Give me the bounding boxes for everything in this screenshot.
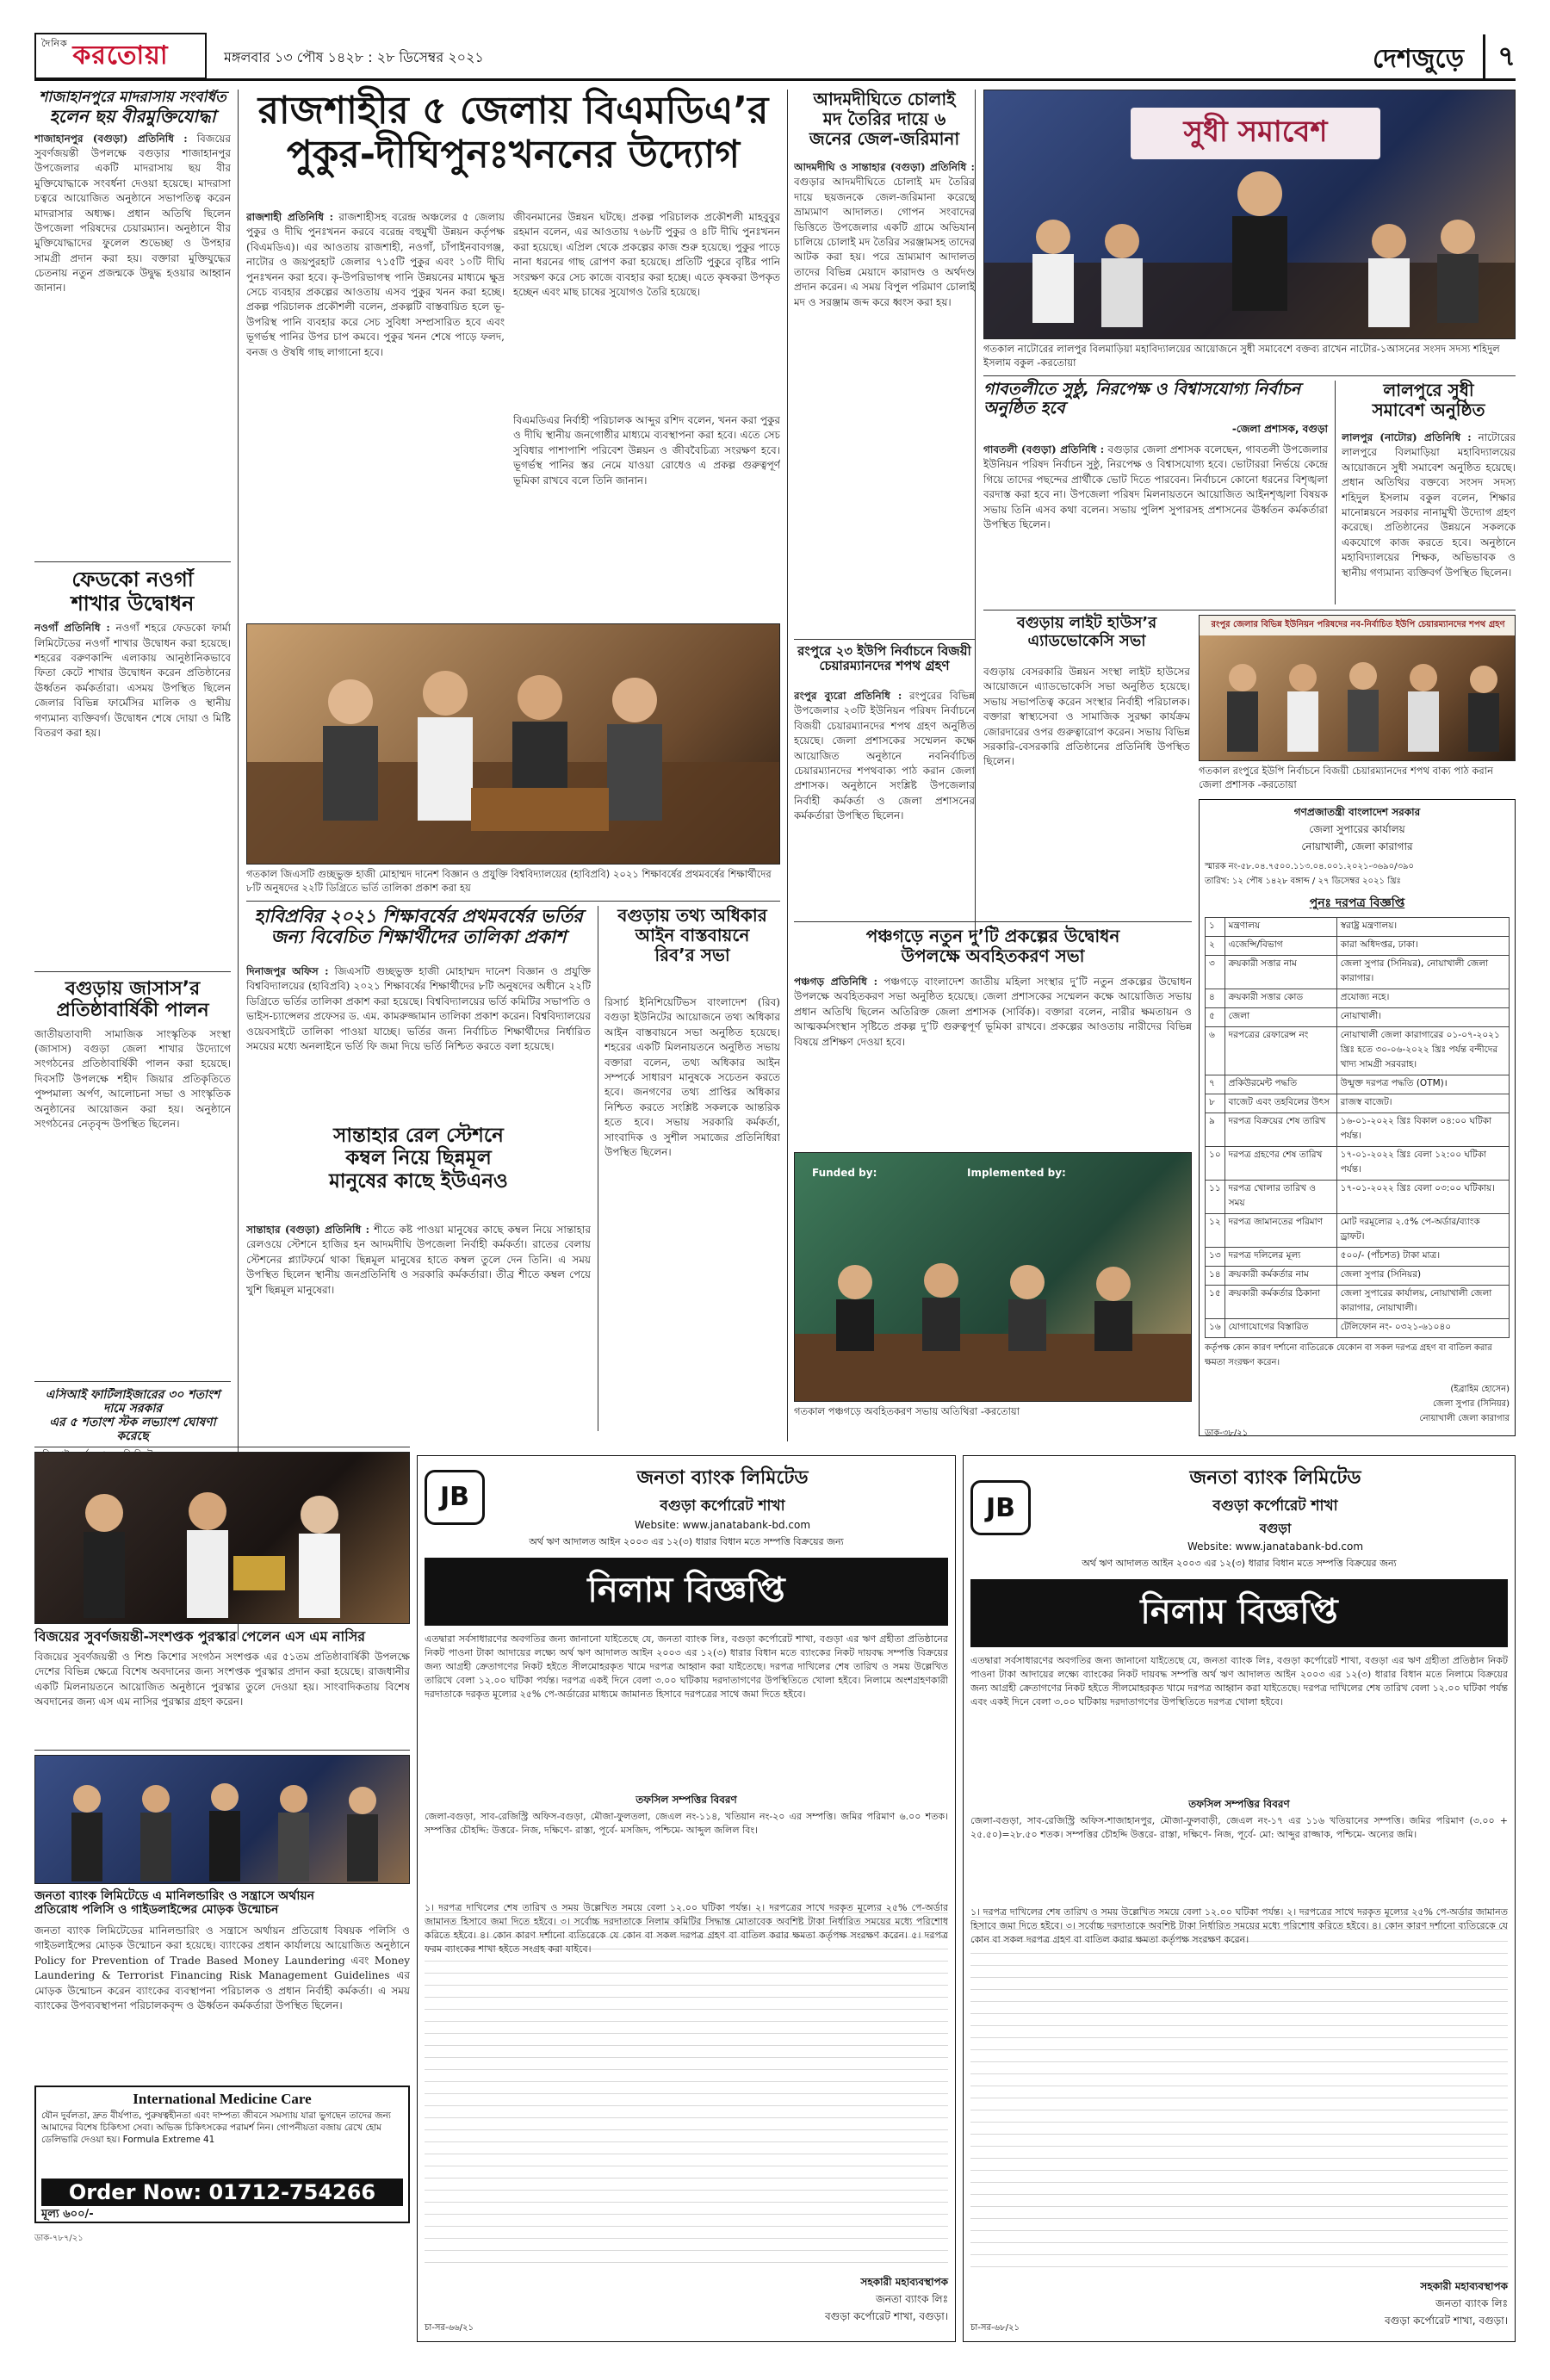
- bank-name: জনতা ব্যাংক লিমিটেড: [1189, 1467, 1361, 1489]
- divider: [34, 971, 231, 972]
- article-dateline: রংপুর ব্যুরো প্রতিনিধি :: [794, 690, 902, 702]
- headline: [794, 644, 975, 674]
- headline-line-1: রংপুরে ২৩ ইউপি নির্বাচনে বিজয়ী: [797, 643, 971, 659]
- article-dateline: লালপুর (নাটোর) প্রতিনিধি :: [1342, 431, 1472, 443]
- headline-line-1: বগুড়ায় লাইট হাউস’র: [1016, 614, 1157, 632]
- notice-title: নিলাম বিজ্ঞপ্তি: [970, 1579, 1508, 1647]
- tender-row-value: প্রযোজ্য নহে।: [1336, 989, 1509, 1008]
- headline-text: গাবতলীতে সুষ্ঠু, নিরপেক্ষ ও বিশ্বাসযোগ্য নির্বাচন অনুষ্ঠিত হবে: [983, 380, 1301, 418]
- headline-line-2: এ্যাডভোকেসি সভা: [1027, 631, 1146, 650]
- headline-line-2: সমাবেশ অনুষ্ঠিত: [1372, 400, 1485, 420]
- tender-row-label: দরপত্র বিক্রয়ের শেষ তারিখ: [1224, 1113, 1336, 1147]
- schedule-title: তফসিল সম্পত্তির বিবরণ: [636, 1794, 737, 1806]
- tender-row-label: প্রকিউরমেন্ট পদ্ধতি: [1224, 1075, 1336, 1094]
- tender-row: [1206, 1181, 1510, 1214]
- tender-row-value: ১৭-০১-২০২২ খ্রিঃ বেলা ০৩:০০ ঘটিকায়।: [1336, 1181, 1509, 1214]
- tender-note: কর্তৃপক্ষ কোন কারণ দর্শানো ব্যতিরেকে যেকোন বা সকল দরপত্র গ্রহণ বা বাতিল করার ক্ষমতা সংরক্ষণ করেন।: [1205, 1343, 1492, 1367]
- tender-row-number: ২: [1206, 937, 1225, 956]
- tender-row-value: রাজস্ব বাজেট।: [1336, 1094, 1509, 1113]
- aml-people-icon: [35, 1756, 410, 1884]
- tender-row: [1206, 956, 1510, 989]
- rangpur-photo-caption: গতকাল রংপুরে ইউপি নির্বাচনে বিজয়ী চেয়ারম্যানদের শপথ বাক্য পাঠ করান জেলা প্রশাসক -করতোয়া: [1199, 765, 1493, 790]
- article-text: রাজশাহীসহ বরেন্দ্র অঞ্চলের ৫ জেলায় পুকুর ও দীঘি পুনঃখনন করবে বরেন্দ্র বহুমুখী উন্নয়ন কর্তৃপক্ষ (বিএমডিএ)। এর আওতায় রাজশাহী, নওগাঁ, চাঁপাইনবাবগঞ্জ, নাটোর ও জয়পুরহাট জেলার ৭১৫টি পুকুর এবং ১০টি দীঘি পুনঃখনন করা হবে। কৃ-উপরিভাগস্থ পানি উন্নয়নের মাধ্যমে ক্ষুদ্র সেচে ব্যবহার প্রকল্পের আওতায় এসব পুকুর খনন করা হচ্ছে। প্রকল্প পরিচালক প্রকৌশলী বলেন, প্রকল্পটি বাস্তবায়িত হলে ভূ-উপরিস্থ পানি ব্যবহার করে সেচ সুবিধা সম্প্রসারিত হবে এবং ভূগর্ভস্থ পানির উপর চাপ কমবে। পুকুর খনন শেষে পাড়ে ফলদ, বনজ ও ঔষধি গাছ লাগানো হবে।: [246, 211, 505, 358]
- headline-line-2: কম্বল নিয়ে ছিন্নমূল: [345, 1147, 492, 1170]
- tender-row: [1206, 937, 1510, 956]
- rangpur-body: [794, 689, 975, 904]
- bank-header-text: [1043, 1463, 1508, 1553]
- divider: [794, 921, 1192, 922]
- headline-line-1: বগুড়ায় জাসাস’র: [65, 978, 201, 1000]
- column-rule: [787, 90, 788, 1441]
- article-dateline: সান্তাহার (বগুড়া) প্রতিনিধি :: [246, 1224, 370, 1236]
- logo-text: করতোয়া: [72, 40, 169, 71]
- lead-body-col-3: [513, 413, 780, 615]
- headline: [794, 90, 975, 149]
- tender-row-value: মোট দরমূল্যের ২.৫% পে-অর্ডার/ব্যাংক ড্রাফট।: [1336, 1214, 1509, 1248]
- panchagarh-body: [794, 975, 1192, 1147]
- terms-body: ১। দরপত্র দাখিলের শেষ তারিখ ও সময় উল্লেখিত সময়ে বেলা ১২.০০ ঘটিকা পর্যন্ত। ২। দরপত্রের সাথে দরকৃত মূল্যের ২৫% পে-অর্ডার জামানত হিসাবে জমা দিতে হইবে। ৩। সর্বোচ্চ দরদাতাকে নিলাম কমিটির সিদ্ধান্ত মোতাবেক অবশিষ্ট টাকা নির্ধারিত সময়ের মধ্যে পরিশোধ করিতে হইবে। ৪। কোন কারণ দর্শানো ব্যতিরেকে যে কোন বা সকল দরপত্র গ্রহণ বা বাতিল করার ক্ষমতা কর্তৃপক্ষ সংরক্ষণ করেন। ৫। দরপত্র ফরম ব্যাংকের শাখা হইতে সংগ্রহ করা যাইবে।: [425, 1901, 948, 2263]
- headline-line-2: আইন বাস্তবায়নে: [635, 925, 750, 945]
- tender-row-number: ৬: [1206, 1027, 1225, 1075]
- tender-row: [1206, 1214, 1510, 1248]
- article-text: জনতা ব্যাংক লিমিটেডের মানিলন্ডারিং ও সন্ত্রাসে অর্থায়ন প্রতিরোধ বিষয়ক পলিসি ও গাইডলাইন্সের মোড়ক উন্মোচন করা হয়েছে। ব্যাংকের প্রধান কার্যালয়ে আয়োজিত অনুষ্ঠানে Policy for Prevention of Trade Based Money Laundering এবং Money Laundering & Terrorist Financing Risk Management Guidelines এর মোড়ক উন্মোচন করেন ব্যাংকের ব্যবস্থাপনা পরিচালক ও প্রধান নির্বাহী কর্মকর্তা। এ সময় ব্যাংকের উপব্যবস্থাপনা পরিচালকবৃন্দ ও ঊর্ধ্বতন কর্মকর্তারা উপস্থিত ছিলেন।: [34, 1924, 410, 2011]
- tender-row: [1206, 1113, 1510, 1147]
- column-rule: [238, 90, 239, 1639]
- schedule-title: তফসিল সম্পত্তির বিবরণ: [1188, 1798, 1290, 1810]
- signature-branch: বগুড়া কর্পোরেট শাখা, বগুড়া।: [824, 2310, 948, 2322]
- act-line: অর্থ ঋণ আদালত আইন ২০০৩ এর ১২(৩) ধারার বিধান মতে সম্পত্তি বিক্রয়ের জন্য: [529, 1536, 844, 1547]
- column-rule: [975, 90, 976, 933]
- article-santahar: [246, 1125, 591, 1219]
- award-headline: বিজয়ের সুবর্ণজয়ন্তী-সংশপ্তক পুরস্কার পেলেন এস এম নাসির: [34, 1628, 366, 1645]
- headline-line-1: জনতা ব্যাংক লিমিটেডে এ মানিলন্ডারিং ও সন্ত্রাসে অর্থায়ন: [34, 1889, 315, 1903]
- divider: [34, 561, 231, 562]
- schedule-body: জেলা-বগুড়া, সাব-রেজিস্ট্রি অফিস-শাজাহানপুর, মৌজা-ফুলবাড়ী, জেএল নং-১৭ এর ১১৬ খতিয়ানের সম্পত্তি। জমির পরিমাণ (৩.০০ + ২৫.৫০)=২৮.৫০ শতক। সম্পত্তির চৌহদ্দি উত্তরে- রাস্তা, দক্ষিণে- নিজ, পূর্বে- মো: আব্দুর রাজ্জাক, পশ্চিমে- অন্যের জমি।: [970, 1815, 1508, 1840]
- tender-row-label: বাজেট এবং তহবিলের উৎস: [1224, 1094, 1336, 1113]
- section-title: দেশজুড়ে: [1373, 44, 1464, 74]
- article-text: বিএমডিএর নির্বাহী পরিচালক আব্দুর রশিদ বলেন, খনন করা পুকুর ও দীঘি স্থানীয় জনগোষ্ঠীর মাধ্যমে ব্যবস্থাপনা করা হবে। এতে সেচ সুবিধার পাশাপাশি পরিবেশ উন্নয়ন ও জীববৈচিত্র্য সংরক্ষণ হবে। ভূগর্ভস্থ পানির স্তর নেমে যাওয়া রোধেও এ প্রকল্প গুরুত্বপূর্ণ ভূমিকা রাখবে বলে তিনি জানান।: [513, 414, 780, 487]
- lead-body-col-2: [513, 210, 780, 408]
- bank-website: Website: www.janatabank-bd.com: [634, 1519, 811, 1531]
- janata-aml-photo: [34, 1755, 410, 1884]
- headline-line-3: রিব’র সভা: [654, 945, 730, 965]
- article-fedco: [34, 568, 231, 964]
- ad-price: মূল্য ৬০০/-: [41, 2208, 94, 2221]
- notice-body: এতদ্বারা সর্বসাধারণের অবগতির জন্য জানানো যাইতেছে যে, জনতা ব্যাংক লিঃ, বগুড়া কর্পোরেট শাখা, বগুড়া এর ঋণ গ্রহীতা প্রতিষ্ঠানের নিকট পাওনা টাকা আদায়ের লক্ষ্যে অর্থ ঋণ আদালত আইন ২০০৩ এর ১২(৩) ধারার বিধান মতে ব্যাংকের নিকট দায়বদ্ধ সম্পত্তি বিক্রয়ের জন্য আগ্রহী ক্রেতাগণের নিকট হইতে সীলমোহরকৃত খামে দরপত্র আহ্বান করা যাইতেছে। দরপত্র দাখিলের শেষ তারিখ ও সময় উল্লেখিত তারিখে বেলা ১২.০০ ঘটিকা পর্যন্ত। দরপত্র একই দিনে বেলা ৩.০০ ঘটিকায় দরদাতাগণের উপস্থিতিতে খোলা হইবে। নিলামে অংশগ্রহণকারী দরদাতাকে দরকৃত মূল্যের ২৫% পে-অর্ডারের মাধ্যমে জামানত হিসাবে দরপত্রের সাথে জমা দিতে হইবে।: [425, 1633, 948, 1700]
- signer-office: নোয়াখালী জেলা কারাগার: [1419, 1414, 1510, 1423]
- headline-line-2: প্রতিরোধ পলিসি ও গাইডলাইন্সের মোড়ক উন্মোচন: [34, 1903, 279, 1918]
- bank-header-text: [497, 1463, 948, 1531]
- headline-line-1: এসিআই ফার্টিলাইজারের ৩০ শতাংশ দামে সরকার: [45, 1388, 220, 1416]
- headline: [983, 381, 1328, 418]
- article-dateline: পঞ্চগড় প্রতিনিধি :: [794, 976, 878, 988]
- article-text: রংপুরের বিভিন্ন উপজেলার ২৩টি ইউনিয়ন পরিষদ নির্বাচনে বিজয়ী চেয়ারম্যানদের শপথ গ্রহণ অনুষ্ঠিত হয়েছে। জেলা প্রশাসকের সম্মেলন কক্ষে আয়োজিত অনুষ্ঠানে নবনির্বাচিত চেয়ারম্যানদের শপথবাক্য পাঠ করান জেলা প্রশাসক। অনুষ্ঠানে সংশ্লিষ্ট উপজেলার নির্বাহী কর্মকর্তা ও জেলা প্রশাসনের কর্মকর্তারা উপস্থিত ছিলেন।: [794, 690, 975, 822]
- ad-title: International Medicine Care: [133, 2091, 312, 2107]
- people-photo-icon: [247, 624, 780, 865]
- bank-header: [970, 1463, 1508, 1553]
- tender-ref: ডাক-৩৮/২১: [1205, 1429, 1249, 1436]
- headline: [34, 90, 231, 127]
- article-dateline: শাজাহানপুর (বগুড়া) প্রতিনিধি :: [34, 132, 188, 145]
- article-text: বিজয়ের সুবর্ণজয়ন্তী উপলক্ষে বগুড়ার শাজাহানপুর উপজেলার একটি মাদরাসায় ছয় বীর মুক্তিযোদ্ধাকে সংবর্ধনা দেওয়া হয়েছে। মাদরাসা চত্বরে আয়োজিত অনুষ্ঠানে সভাপতিত্ব করেন মাদরাসার অধ্যক্ষ। প্রধান অতিথি ছিলেন উপজেলা পরিষদের চেয়ারম্যান। অনুষ্ঠানে বীর মুক্তিযোদ্ধাদের ফুলেল শুভেচ্ছা ও উপহার সামগ্রী প্রদান করা হয়। বক্তারা মুক্তিযুদ্ধের চেতনায় নতুন প্রজন্মকে উদ্বুদ্ধ হওয়ার আহ্বান জানান।: [34, 132, 231, 294]
- act-line: অর্থ ঋণ আদালত আইন ২০০৩ এর ১২(৩) ধারার বিধান মতে সম্পত্তি বিক্রয়ের জন্য: [1082, 1558, 1397, 1569]
- article-text: জিএসটি গুচ্ছভুক্ত হাজী মোহাম্মদ দানেশ বিজ্ঞান ও প্রযুক্তি বিশ্ববিদ্যালয়ের (হাবিপ্রবি) ২০২১ শিক্ষাবর্ষের শিক্ষার্থীদের ৮টি অনুষদের অধীনে ২২টি ডিগ্রিতে ভর্তির তালিকা প্রকাশ করা হয়েছে। বিশ্ববিদ্যালয়ের ভর্তি কমিটির সভাপতি ও ভাইস-চ্যান্সেলর প্রফেসর ড. এম. কামরুজ্জামান তালিকা প্রকাশ করেন। বিশ্ববিদ্যালয়ের ওয়েবসাইটে তালিকা পাওয়া যাচ্ছে। ভর্তির জন্য নির্বাচিত শিক্ষার্থীদের নির্ধারিত সময়ের মধ্যে অনলাইনে ভর্তি ফি জমা দিয়ে ভর্তি নিশ্চিত করতে বলা হয়েছে।: [246, 965, 591, 1052]
- divider: [34, 1750, 410, 1751]
- janata-bank-logo-icon: JB: [425, 1470, 485, 1525]
- tender-row-number: ৫: [1206, 1008, 1225, 1027]
- tender-row-number: ১৪: [1206, 1267, 1225, 1286]
- headline: [34, 978, 231, 1022]
- headline-line-2: হলেন ছয় বীরমুক্তিযোদ্ধা: [49, 105, 216, 127]
- headline: [794, 927, 1192, 966]
- tender-row-value: স্বরাষ্ট্র মন্ত্রণালয়।: [1336, 918, 1509, 937]
- janata-auction-right: [963, 1455, 1516, 2342]
- headline: [604, 906, 780, 965]
- tender-row-value: জেলা সুপার (সিনিয়র), নোয়াখালী জেলা কারাগার।: [1336, 956, 1509, 989]
- tender-row-label: দরপত্রের রেফারেন্স নং: [1224, 1027, 1336, 1075]
- divider: [794, 639, 975, 640]
- ad-body: যৌন দুর্বলতা, দ্রুত বীর্যপাত, পুরুষত্বহীনতা এবং দাম্পত্য জীবনে সমস্যায় যারা ভুগছেন তাদের জন্য আমাদের বিশেষ চিকিৎসা সেবা। অভিজ্ঞ চিকিৎসকের পরামর্শ নিন। গোপনীয়তা বজায় রেখে হোম ডেলিভারি দেওয়া হয়। Formula Extreme 41: [41, 2110, 391, 2146]
- tender-row-value: নোয়াখালী।: [1336, 1008, 1509, 1027]
- bank-website: Website: www.janatabank-bd.com: [1187, 1540, 1364, 1553]
- footer-ref: ডাক-৭৮৭/২১: [34, 2234, 84, 2243]
- divider: [983, 375, 1516, 376]
- signature-title: সহকারী মহাব্যবস্থাপক: [1420, 2280, 1508, 2292]
- tender-row-label: ক্রয়কারী কর্মকর্তার নাম: [1224, 1267, 1336, 1286]
- meeting-people-icon: [795, 1187, 1192, 1402]
- dateline: মঙ্গলবার ১৩ পৌষ ১৪২৮ : ২৮ ডিসেম্বর ২০২১: [224, 49, 484, 65]
- article-text: জাতীয়তাবাদী সামাজিক সাংস্কৃতিক সংস্থা (জাসাস) বগুড়া জেলা শাখার উদ্যোগে সংগঠনের প্রতিষ্ঠাবার্ষিকী পালন করা হয়েছে। দিবসটি উপলক্ষে শহীদ জিয়ার প্রতিকৃতিতে পুষ্পমাল্য অর্পণ, আলোচনা সভা ও সাংস্কৃতিক অনুষ্ঠানের আয়োজন করা হয়। অনুষ্ঠানে সংগঠনের নেতৃবৃন্দ উপস্থিত ছিলেন।: [34, 1027, 231, 1130]
- award-photo: [34, 1452, 410, 1624]
- subhead: -জেলা প্রশাসক, বগুড়া: [1231, 422, 1328, 435]
- headline: [246, 1125, 591, 1193]
- headline-line-2: শাখার উদ্বোধন: [71, 591, 195, 616]
- tender-title: পুনঃ দরপত্র বিজ্ঞপ্তি: [1309, 896, 1405, 910]
- tender-row-number: ৮: [1206, 1094, 1225, 1113]
- tender-row-number: ৪: [1206, 989, 1225, 1008]
- headline-line-3: মানুষের কাছে ইউএনও: [329, 1169, 508, 1193]
- signature-block: [425, 2275, 948, 2327]
- article-text: জীবনমানের উন্নয়ন ঘটছে। প্রকল্প পরিচালক প্রকৌশলী মাহবুবুর রহমান বলেন, এর আওতায় ৭৬৮টি পুকুর ও ৪টি দীঘি পুনঃখনন করা হয়েছে। এপ্রিল থেকে প্রকল্পের কাজ শুরু হয়েছে। পুকুর পাড়ে নানা ধরনের গাছ রোপণ করা হয়েছে। প্রতিটি পুকুরে বৃষ্টির পানি সংরক্ষণ করে সেচ কাজে ব্যবহার করা হচ্ছে। এতে কৃষকরা উপকৃত হচ্ছেন এবং মাছ চাষের সুযোগও তৈরি হয়েছে।: [513, 211, 780, 298]
- article-text: পঞ্চগড়ে বাংলাদেশ জাতীয় মহিলা সংস্থার দু’টি নতুন প্রকল্পের উদ্বোধন উপলক্ষে অবহিতকরণ সভা অনুষ্ঠিত হয়েছে। জেলা প্রশাসকের সম্মেলন কক্ষে আয়োজিত সভায় প্রধান অতিথি ছিলেন অতিরিক্ত জেলা প্রশাসক (সার্বিক)। বক্তারা বলেন, নারীর ক্ষমতায়ন ও আত্মকর্মসংস্থান সৃষ্টিতে প্রকল্প দু’টি গুরুত্বপূর্ণ ভূমিকা রাখবে। প্রকল্পের আওতায় নারীদের বিভিন্ন বিষয়ে প্রশিক্ষণ দেওয়া হবে।: [794, 976, 1192, 1048]
- headline-line-3: জনের জেল-জরিমানা: [809, 128, 960, 149]
- tender-row-number: ১০: [1206, 1147, 1225, 1181]
- award-body: [34, 1650, 410, 1745]
- tender-row-value: টেলিফোন নং- ০৩২১-৬১০৪০: [1336, 1319, 1509, 1338]
- logo-small-text: দৈনিক: [41, 38, 68, 49]
- tender-row: [1206, 1319, 1510, 1338]
- notice-body: এতদ্বারা সর্বসাধারণের অবগতির জন্য জানানো যাইতেছে যে, জনতা ব্যাংক লিঃ, বগুড়া কর্পোরেট শাখা, বগুড়া এর ঋণ গ্রহীতা প্রতিষ্ঠান নিকট পাওনা টাকা আদায়ের লক্ষ্যে ব্যাংকের নিকট দায়বদ্ধ সম্পত্তি অর্থ ঋণ আদালত আইন ২০০৩ এর ১২(৩) ধারার বিধান মতে নিলামে বিক্রয়ের জন্য আগ্রহী ক্রেতাগণের নিকট হইতে সীলমোহরকৃত খামে দরপত্র আহ্বান করা যাইতেছে। দরপত্র দাখিলের শেষ তারিখ বেলা ১২.০০ ঘটিকা পর্যন্ত এবং একই দিনে বেলা ৩.০০ ঘটিকায় দরদাতাগণের উপস্থিতিতে দরপত্র খোলা হইবে।: [970, 1655, 1508, 1708]
- terms-body: ১। দরপত্র দাখিলের শেষ তারিখ ও সময় উল্লেখিত সময়ে বেলা ১২.০০ ঘটিকা পর্যন্ত। ২। দরপত্রের সাথে দরকৃত মূল্যের ২৫% পে-অর্ডার জামানত হিসাবে জমা দিতে হইবে। ৩। সর্বোচ্চ দরদাতাকে অবশিষ্ট টাকা নির্ধারিত সময়ের মধ্যে পরিশোধ করিতে হইবে। ৪। কোন কারণ দর্শানো ব্যতিরেকে যে কোন বা সকল দরপত্র গ্রহণ বা বাতিল করার ক্ষমতা কর্তৃপক্ষ সংরক্ষণ করেন।: [970, 1906, 1508, 2267]
- signature-bank: জনতা ব্যাংক লিঃ: [876, 2293, 948, 2305]
- tender-row-number: ১৫: [1206, 1286, 1225, 1319]
- tender-row-value: উন্মুক্ত দরপত্র পদ্ধতি (OTM)।: [1336, 1075, 1509, 1094]
- tender-row-label: দরপত্র জামানতের পরিমাণ: [1224, 1214, 1336, 1248]
- tender-row-value: ১৭-০১-২০২২ খ্রিঃ বেলা ১২:০০ ঘটিকা পর্যন্ত।: [1336, 1147, 1509, 1181]
- oath-people-icon: [1200, 635, 1516, 761]
- headline-line-1: শাজাহানপুরে মাদরাসায় সংবর্ধিত: [39, 90, 226, 106]
- tender-row: [1206, 1027, 1510, 1075]
- article-gabtoli: [983, 381, 1328, 441]
- tender-row-number: ৭: [1206, 1075, 1225, 1094]
- lead-headline-line-1: রাজশাহীর ৫ জেলায় বিএমডিএ’র: [257, 89, 769, 133]
- signature-title: সহকারী মহাব্যবস্থাপক: [860, 2276, 948, 2288]
- article-dateline: গাবতলী (বগুড়া) প্রতিনিধি :: [983, 443, 1105, 456]
- tender-row-value: ৫০০/- (পাঁচশত) টাকা মাত্র।: [1336, 1248, 1509, 1267]
- tender-row-value: জেলা সুপারের কার্যালয়, নোয়াখালী জেলা কারাগার, নোয়াখালী।: [1336, 1286, 1509, 1319]
- article-body: [34, 621, 231, 741]
- tender-row-number: ১৩: [1206, 1248, 1225, 1267]
- sudhi-somabesh-photo: [983, 90, 1516, 339]
- article-text: শীতে কষ্ট পাওয়া মানুষের কাছে কম্বল নিয়ে সান্তাহার রেলওয়ে স্টেশনে হাজির হন আদমদীঘি উপজেলা নির্বাহী কর্মকর্তা। রাতের বেলায় স্টেশনের প্ল্যাটফর্মে থাকা ছিন্নমূল মানুষের হাতে কম্বল তুলে দেন তিনি। এ সময় উপস্থিত ছিলেন স্থানীয় জনপ্রতিনিধি ও সরকারি কর্মকর্তারা। তীব্র শীতে কম্বল পেয়ে খুশি ছিন্নমূল মানুষেরা।: [246, 1224, 591, 1296]
- headline-line-2: মদ তৈরির দায়ে ৬: [822, 108, 946, 129]
- tender-row-number: ১৬: [1206, 1319, 1225, 1338]
- bank-header: [425, 1463, 948, 1531]
- lead-body-col-1: [246, 210, 505, 615]
- tender-row: [1206, 1008, 1510, 1027]
- notice-ref: চা-সর-৬৮/২১: [970, 2323, 1020, 2333]
- article-shahjahanpur: [34, 90, 231, 555]
- bank-branch-city: বগুড়া: [1259, 1521, 1292, 1536]
- tender-row-label: মন্ত্রণালয়: [1224, 918, 1336, 937]
- stage-banner: সুধী সমাবেশ: [1131, 108, 1380, 159]
- lead-headline: [246, 90, 780, 177]
- lead-photo-caption: গতকাল জিএসটি গুচ্ছভুক্ত হাজী মোহাম্মদ দানেশ বিজ্ঞান ও প্রযুক্তি বিশ্ববিদ্যালয়ের (হাবিপ্রবি) ২০২১ শিক্ষাবর্ষের প্রথমবর্ষের শিক্ষার্থীদের ৮টি অনুষদের ২২টি ডিগ্রিতে ভর্তি তালিকা প্রকাশ করা হয়: [246, 868, 772, 894]
- headline-line-1: লালপুরে সুধী: [1383, 380, 1474, 400]
- headline-line-1: ফেডকো নওগাঁ: [71, 568, 194, 592]
- headline-line-1: পঞ্চগড়ে নতুন দু’টি প্রকল্পের উদ্বোধন: [865, 926, 1120, 946]
- lead-headline-line-2: পুকুর-দীঘিপুনঃখননের উদ্যোগ: [286, 132, 741, 177]
- notice-ref: চা-সর-৬৬/২১: [425, 2323, 474, 2333]
- article-body: [34, 1027, 231, 1132]
- signature-branch: বগুড়া কর্পোরেট শাখা, বগুড়া।: [1384, 2315, 1508, 2327]
- bogura-info-body: [604, 995, 780, 1426]
- headline-line-1: সান্তাহার রেল স্টেশনে: [333, 1125, 504, 1147]
- headline-line-2: চেয়ারম্যানদের শপথ গ্রহণ: [819, 658, 950, 674]
- headline-line-2: জন্য বিবেচিত শিক্ষার্থীদের তালিকা প্রকাশ: [270, 927, 567, 948]
- habipro-body: [246, 964, 591, 1119]
- gabtoli-body: [983, 443, 1328, 606]
- santahar-body: [246, 1223, 591, 1429]
- headline-line-2: উপলক্ষে অবহিতকরণ সভা: [901, 945, 1085, 966]
- funded-label: Funded by:: [812, 1167, 877, 1179]
- headline-line-2: প্রতিষ্ঠাবার্ষিকী পালন: [56, 1000, 209, 1022]
- implemented-label: Implemented by:: [967, 1167, 1066, 1179]
- tender-row-label: যোগাযোগের বিস্তারিত: [1224, 1319, 1336, 1338]
- headline: [34, 1388, 231, 1443]
- tender-district: নোয়াখালী, জেলা কারাগার: [1301, 840, 1413, 852]
- tender-row-label: এজেন্সি/বিভাগ: [1224, 937, 1336, 956]
- headline: [34, 568, 231, 616]
- signature-bank: জনতা ব্যাংক লিঃ: [1435, 2297, 1508, 2309]
- notice-title: নিলাম বিজ্ঞপ্তি: [425, 1558, 948, 1626]
- divider: [246, 901, 780, 902]
- tender-memo: স্মারক নং-৫৮.০৪.৭৫০০.১১৩.০৪.০০১.২০২১-৩৬৯০/৩৯০: [1205, 862, 1414, 871]
- article-text: বগুড়ার জেলা প্রশাসক বলেছেন, গাবতলী উপজেলার ইউনিয়ন পরিষদ নির্বাচন সুষ্ঠু, নিরপেক্ষ ও বিশ্বাসযোগ্য হবে। ভোটাররা নির্ভয়ে কেন্দ্রে গিয়ে তাদের পছন্দের প্রার্থীকে ভোট দিতে পারবেন। নির্বাচনে কোনো ধরনের বিশৃঙ্খলা বরদাস্ত করা হবে না। উপজেলা পরিষদ মিলনায়তনে আয়োজিত আইনশৃঙ্খলা বিষয়ক সভায় তিনি এসব কথা বলেন। সভায় পুলিশ সুপারসহ প্রশাসনের ঊর্ধ্বতন কর্মকর্তারা উপস্থিত ছিলেন।: [983, 443, 1328, 530]
- signature-block: [970, 2279, 1508, 2331]
- tender-row-label: দরপত্র গ্রহণের শেষ তারিখ: [1224, 1147, 1336, 1181]
- article-text: বগুড়ায় বেসরকারি উন্নয়ন সংস্থা লাইট হাউসের আয়োজনে এ্যাডভোকেসি সভা অনুষ্ঠিত হয়েছে। সভায় সভাপতিত্ব করেন সংস্থার নির্বাহী পরিচালক। বক্তারা স্বাস্থ্যসেবা ও সামাজিক সুরক্ষা কার্যক্রম জোরদারের ওপর গুরুত্বারোপ করেন। সভায় বিভিন্ন সরকারি-বেসরকারি প্রতিষ্ঠানের প্রতিনিধি উপস্থিত ছিলেন।: [983, 666, 1190, 768]
- bank-branch: বগুড়া কর্পোরেট শাখা: [660, 1497, 785, 1515]
- article-lead: [246, 90, 780, 201]
- article-text: নওগাঁ শহরে ফেডকো ফার্মা লিমিটেডের নওগাঁ শাখার উদ্বোধন করা হয়েছে। শহরের বরুণকান্দি এলাকায় আনুষ্ঠানিকভাবে ফিতা কেটে শাখার উদ্বোধন করেন প্রতিষ্ঠানের ঊর্ধ্বতন কর্মকর্তারা। এসময় উপস্থিত ছিলেন জেলার বিভিন্ন ফার্মেসির মালিক ও স্থানীয় গণ্যমান্য ব্যক্তিবর্গ। উদ্বোধন শেষে দোয়া ও মিষ্টি বিতরণ করা হয়।: [34, 622, 231, 739]
- panchagarh-photo: [794, 1152, 1192, 1402]
- tender-table: [1205, 917, 1510, 1338]
- rangpur-banner: রংপুর জেলার বিভিন্ন ইউনিয়ন পরিষদের নব-নির্বাচিত ইউপি চেয়ারম্যানদের শপথ গ্রহণ: [1200, 616, 1516, 635]
- stage-people-icon: [984, 90, 1516, 339]
- rangpur-oath-photo: [1199, 615, 1516, 761]
- lead-photo: [246, 623, 780, 865]
- lighthouse-body: [983, 665, 1190, 914]
- tender-row-value: জেলা সুপার (সিনিয়র): [1336, 1267, 1509, 1286]
- masthead: [34, 31, 1516, 81]
- signer-title: জেলা সুপার (সিনিয়র): [1433, 1399, 1510, 1409]
- article-bogura-info: [604, 906, 780, 1009]
- schedule-body: জেলা-বগুড়া, সাব-রেজিস্ট্রি অফিস-বগুড়া, মৌজা-ফুলতলা, জেএল নং-১১৪, খতিয়ান নং-২০ এর সম্পত্তি। জমির পরিমাণ ৬.০০ শতক। সম্পত্তির চৌহদ্দি: উত্তরে- নিজ, দক্ষিণে- রাস্তা, পূর্বে- মসজিদ, পশ্চিমে- আব্দুল জলিল বিং।: [425, 1811, 948, 1836]
- headline-line-1: বগুড়ায় তথ্য অধিকার: [617, 905, 767, 926]
- tender-row-number: ৯: [1206, 1113, 1225, 1147]
- article-dateline: রাজশাহী প্রতিনিধি :: [246, 211, 334, 223]
- tender-row-label: জেলা: [1224, 1008, 1336, 1027]
- headline-line-1: হাবিপ্রবির ২০২১ শিক্ষাবর্ষের প্রথমবর্ষের ভর্তির: [254, 906, 583, 927]
- tender-row-number: ৩: [1206, 956, 1225, 989]
- bank-branch: বগুড়া কর্পোরেট শাখা: [1212, 1497, 1338, 1515]
- sudhi-photo-caption: গতকাল নাটোরের লালপুর বিলমাড়িয়া মহাবিদ্যালয়ের আয়োজনে সুধী সমাবেশে বক্তব্য রাখেন নাটোর-১আসনের সংসদ সদস্য শহিদুল ইসলাম বকুল -করতোয়া: [983, 343, 1500, 369]
- tender-row: [1206, 1094, 1510, 1113]
- tender-row-label: ক্রয়কারী কর্মকর্তার ঠিকানা: [1224, 1286, 1336, 1319]
- medicine-ad: [34, 2086, 410, 2223]
- gov-line: গণপ্রজাতন্ত্রী বাংলাদেশ সরকার: [1293, 806, 1421, 818]
- tender-row: [1206, 918, 1510, 937]
- tender-row: [1206, 1248, 1510, 1267]
- headline: [983, 615, 1190, 650]
- article-jasas: [34, 978, 231, 1374]
- tender-row-label: ক্রয়কারী সত্তার কোড: [1224, 989, 1336, 1008]
- divider: [34, 1381, 231, 1382]
- headline: [1342, 381, 1516, 420]
- article-text: নাটোরের লালপুরে বিলমাড়িয়া মহাবিদ্যালয়ের আয়োজনে সুধী সমাবেশ অনুষ্ঠিত হয়েছে। প্রধান অতিথির বক্তব্যে সংসদ সদস্য শহিদুল ইসলাম বকুল বলেন, শিক্ষার মানোন্নয়নে সরকার নানামুখী উদ্যোগ গ্রহণ করেছে। প্রতিষ্ঠানের উন্নয়নে সকলকে একযোগে কাজ করতে হবে। অনুষ্ঠানে মহাবিদ্যালয়ের শিক্ষক, অভিভাবক ও স্থানীয় গণ্যমান্য ব্যক্তিবর্গ উপস্থিত ছিলেন।: [1342, 431, 1516, 579]
- tender-row-number: ১২: [1206, 1214, 1225, 1248]
- headline-line-2: এর ৫ শতাংশ স্টক লভ্যাংশ ঘোষণা করেছে: [49, 1416, 216, 1444]
- headline: [246, 906, 591, 947]
- janata-aml-body: [34, 1924, 410, 2079]
- tender-office: জেলা সুপারের কার্যালয়: [1309, 823, 1405, 835]
- award-people-icon: [35, 1453, 410, 1624]
- newspaper-logo: [34, 33, 207, 79]
- column-rule: [1335, 381, 1336, 604]
- tender-notice: [1199, 799, 1516, 1436]
- tender-row-value: ১৬-০১-২০২২ খ্রিঃ বিকাল ০৪:০০ ঘটিকা পর্যন্ত।: [1336, 1113, 1509, 1147]
- tender-row-label: দরপত্র দলিলের মূল্য: [1224, 1248, 1336, 1267]
- tender-row-number: ১: [1206, 918, 1225, 937]
- article-lalpur: [1342, 381, 1516, 432]
- article-text: বিজয়ের সুবর্ণজয়ন্তী ও শিশু কিশোর সংগঠন সংশপ্তক এর ৫১তম প্রতিষ্ঠাবার্ষিকী উপলক্ষে দেশের বিভিন্ন ক্ষেত্রে বিশেষ অবদানের জন্য সংশপ্তক পুরস্কার প্রদান করা হয়েছে। রাজধানীর একটি মিলনায়তনে আয়োজিত অনুষ্ঠানে পুরস্কার তুলে দেওয়া হয়। সাংবাদিকতায় বিশেষ অবদানের জন্য এস এম নাসির পুরস্কার গ্রহণ করেন।: [34, 1651, 410, 1708]
- headline-line-1: আদমদীঘিতে চোলাই: [813, 89, 956, 109]
- tender-row-value: কারা অধিদপ্তর, ঢাকা।: [1336, 937, 1509, 956]
- tender-row-value: নোয়াখালী জেলা কারাগারের ০১-০৭-২০২১ খ্রিঃ হতে ৩০-০৬-২০২২ খ্রিঃ পর্যন্ত বন্দীদের খাদ্য সামগ্রী সরবরাহ।: [1336, 1027, 1509, 1075]
- article-text: রিসার্চ ইনিশিয়েটিভস বাংলাদেশ (রিব) বগুড়া ইউনিটের আয়োজনে তথ্য অধিকার আইন বাস্তবায়নে সভা অনুষ্ঠিত হয়েছে। শহরের একটি মিলনায়তনে অনুষ্ঠিত সভায় বক্তারা বলেন, তথ্য অধিকার আইন সম্পর্কে সাধারণ মানুষকে সচেতন করতে হবে। জনগণের তথ্য প্রাপ্তির অধিকার নিশ্চিত করতে সংশ্লিষ্ট সকলকে আন্তরিক হতে হবে। সভায় সরকারি কর্মকর্তা, সাংবাদিক ও সুশীল সমাজের প্রতিনিধিরা উপস্থিত ছিলেন।: [604, 996, 780, 1158]
- article-text: বগুড়ার আদমদীঘিতে চোলাই মদ তৈরির দায়ে ছয়জনকে জেল-জরিমানা করেছে ভ্রাম্যমাণ আদালত। গোপন সংবাদের ভিত্তিতে উপজেলার একটি গ্রামে অভিযান চালিয়ে চোলাই মদ তৈরির সরঞ্জামসহ তাদের আটক করা হয়। পরে ভ্রাম্যমাণ আদালত তাদের বিভিন্ন মেয়াদে কারাদণ্ড ও অর্থদণ্ড প্রদান করেন। এ সময় বিপুল পরিমাণ চোলাই মদ ও সরঞ্জাম জব্দ করে ধ্বংস করা হয়।: [794, 176, 975, 308]
- article-dateline: নওগাঁ প্রতিনিধি :: [34, 622, 110, 635]
- janata-aml-headline: [34, 1889, 410, 1917]
- article-dateline: দিনাজপুর অফিস :: [246, 965, 329, 977]
- article-dateline: আদমদীঘি ও সান্তাহার (বগুড়া) প্রতিনিধি :: [794, 161, 975, 173]
- panchagarh-photo-caption: গতকাল পঞ্চগড়ে অবহিতকরণ সভায় অতিথিরা -করতোয়া: [794, 1405, 1020, 1417]
- signer-name: (ইব্রাহিম হোসেন): [1450, 1385, 1510, 1394]
- tender-date: তারিখ: ১২ পৌষ ১৪২৮ বঙ্গাব্দ / ২৭ ডিসেম্বর ২০২১ খ্রিঃ: [1205, 877, 1401, 886]
- tender-row: [1206, 1075, 1510, 1094]
- tender-row: [1206, 1286, 1510, 1319]
- tender-row: [1206, 989, 1510, 1008]
- tender-row-label: ক্রয়কারী সত্তার নাম: [1224, 956, 1336, 989]
- page-number: ৭: [1483, 34, 1516, 81]
- article-body: [34, 132, 231, 296]
- order-line: Order Now: 01712-754266: [41, 2179, 403, 2206]
- tender-row-number: ১১: [1206, 1181, 1225, 1214]
- tender-row: [1206, 1147, 1510, 1181]
- bank-name: জনতা ব্যাংক লিমিটেড: [636, 1467, 809, 1489]
- lalpur-body: [1342, 431, 1516, 606]
- tender-row-label: দরপত্র খোলার তারিখ ও সময়: [1224, 1181, 1336, 1214]
- tender-signer: [1205, 1383, 1510, 1427]
- janata-bank-logo-icon: JB: [970, 1480, 1031, 1535]
- alamdighi-body: [794, 160, 975, 634]
- tender-row: [1206, 1267, 1510, 1286]
- janata-auction-left: [417, 1455, 956, 2342]
